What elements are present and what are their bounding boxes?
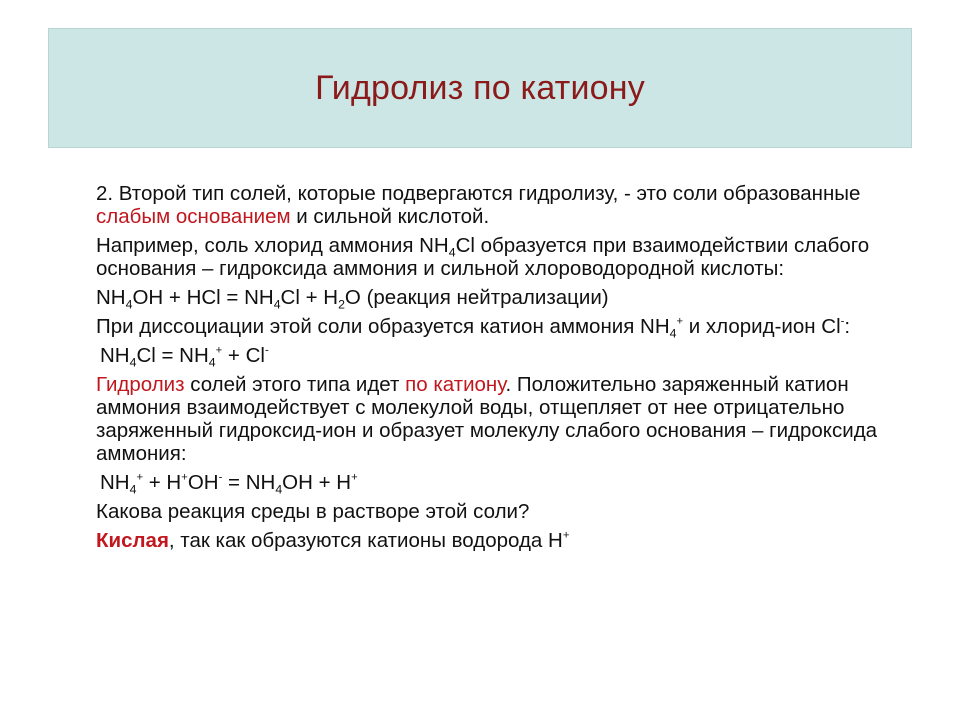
paragraph-hydrolysis xyxy=(96,373,916,465)
paragraph-example xyxy=(96,234,916,280)
formula-text: Cl + H xyxy=(280,286,339,309)
superscript: + xyxy=(136,471,144,484)
highlight-weak-base: слабым основанием xyxy=(96,205,291,228)
superscript: - xyxy=(218,471,223,484)
subscript: 4 xyxy=(669,326,677,341)
formula-text: OH xyxy=(187,471,219,494)
superscript: + xyxy=(351,471,358,484)
formula-text: = NH xyxy=(222,471,276,494)
formula-text: NH xyxy=(96,286,126,309)
text: Cl образуется при взаимодействии слабого основания – гидроксида аммония и сильной хлороводородной кислоты: xyxy=(96,234,870,280)
text: и хлорид-ион Cl xyxy=(683,315,841,338)
subscript: 4 xyxy=(448,245,456,260)
subscript: 4 xyxy=(208,355,216,370)
text: Например, соль хлорид аммония NH xyxy=(96,234,449,257)
superscript: - xyxy=(264,344,269,357)
superscript: - xyxy=(840,315,845,328)
text: При диссоциации этой соли образуется катион аммония NH xyxy=(96,315,670,338)
superscript: + xyxy=(181,471,188,484)
slide-title: Гидролиз по катиону xyxy=(315,68,645,107)
highlight-by-cation: по катиону xyxy=(405,373,506,396)
subscript: 4 xyxy=(129,355,137,370)
subscript: 4 xyxy=(125,297,133,312)
text: , так как образуются катионы водорода H xyxy=(168,529,563,552)
highlight-acidic: Кислая xyxy=(96,529,169,552)
paragraph-answer xyxy=(96,529,916,552)
superscript: + xyxy=(215,344,223,357)
text: : xyxy=(844,315,851,338)
title-banner xyxy=(48,28,912,148)
equation-neutralization xyxy=(96,286,916,312)
superscript: + xyxy=(562,529,570,542)
formula-text: OH + H xyxy=(282,471,352,494)
equation-dissociation xyxy=(96,344,916,370)
paragraph-intro xyxy=(96,182,916,228)
formula-text: NH xyxy=(100,471,130,494)
subscript: 4 xyxy=(275,482,283,497)
text: 2. Второй тип солей, которые подвергаются гидролизу, - это соли образованные xyxy=(96,182,861,205)
formula-text: + Cl xyxy=(222,344,265,367)
highlight-hydrolysis: Гидролиз xyxy=(96,373,185,396)
text: солей этого типа идет xyxy=(184,373,406,396)
text: . Положительно заряженный катион аммония взаимодействует с молекулой воды, отщепляет от нее отрицательно заряженный гидроксид-ион и образует молекулу слабого основания – гидроксида аммония: xyxy=(96,373,878,465)
formula-text: OH + HCl = NH xyxy=(132,286,274,309)
formula-text: Cl = NH xyxy=(136,344,209,367)
subscript: 4 xyxy=(273,297,281,312)
equation-hydrolysis xyxy=(96,471,916,497)
paragraph-dissociation xyxy=(96,315,916,341)
formula-text: + H xyxy=(143,471,182,494)
slide-body xyxy=(96,182,916,558)
superscript: + xyxy=(676,315,684,328)
subscript: 2 xyxy=(338,297,345,312)
formula-text: O (реакция нейтрализации) xyxy=(344,286,609,309)
subscript: 4 xyxy=(129,482,137,497)
text: и сильной кислотой. xyxy=(290,205,490,228)
paragraph-question: Какова реакция среды в растворе этой соли? xyxy=(96,500,530,523)
formula-text: NH xyxy=(100,344,130,367)
